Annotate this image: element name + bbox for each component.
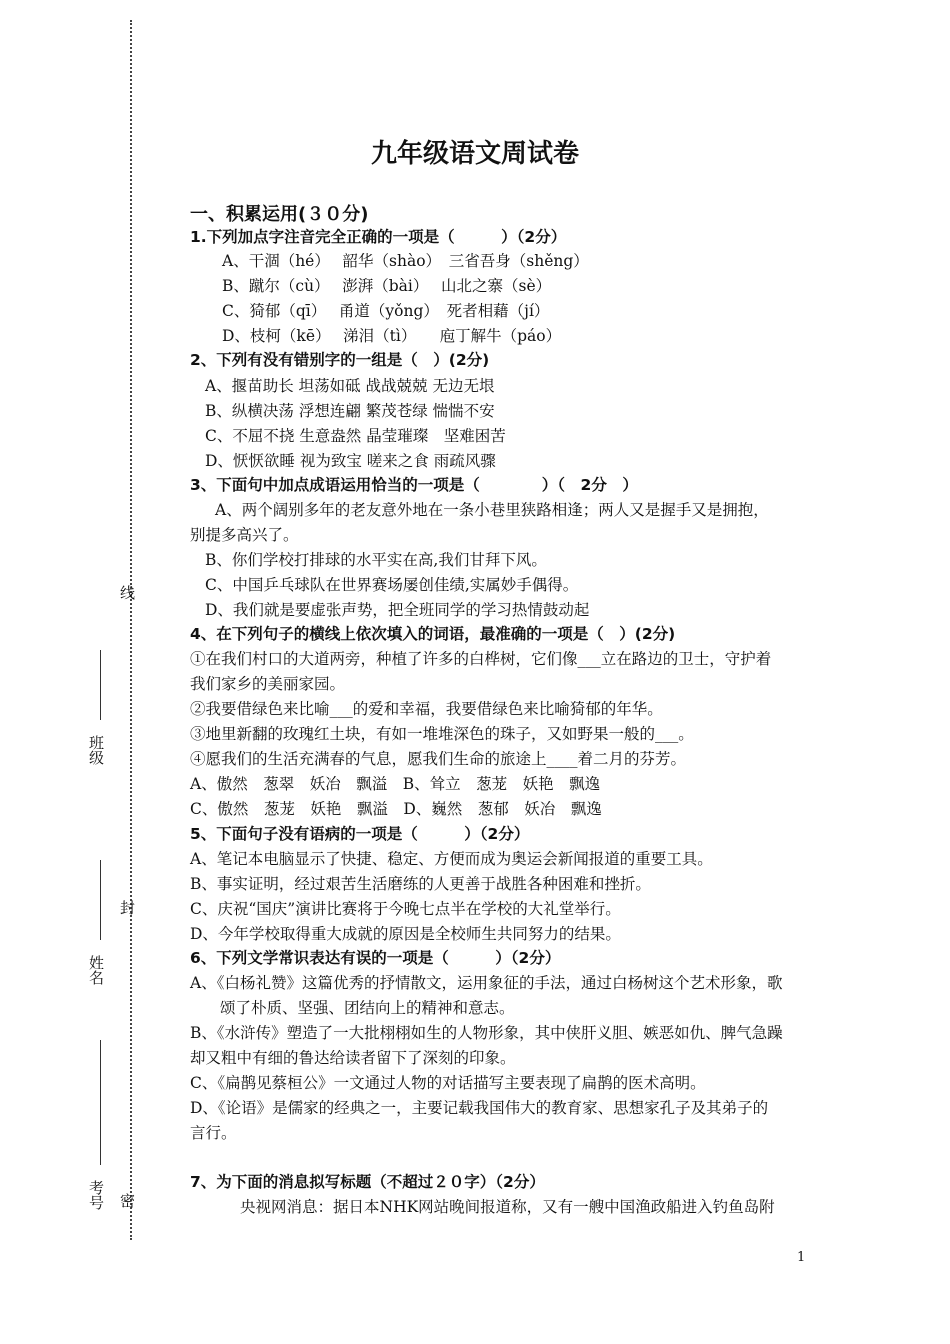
question-6-option-b-line2: 却又粗中有细的鲁达给读者留下了深刻的印象。 bbox=[190, 1049, 516, 1067]
question-6-option-a-line1: A、《白杨礼赞》这篇优秀的抒情散文，运用象征的手法，通过白杨树这个艺术形象，歌 bbox=[190, 974, 783, 992]
question-3-option-c: C、中国乒乓球队在世界赛场屡创佳绩,实属妙手偶得。 bbox=[205, 576, 579, 594]
question-4-sentence-1: ①在我们村口的大道两旁，种植了许多的白桦树，它们像___立在路边的卫士，守护着 bbox=[190, 650, 772, 668]
exam-no-blank[interactable] bbox=[100, 1040, 101, 1165]
question-3-option-b: B、你们学校打排球的水平实在高,我们甘拜下风。 bbox=[205, 551, 547, 569]
question-1-stem: 1.下列加点字注音完全正确的一项是（ ）（2分） bbox=[190, 228, 567, 246]
binding-secret-label: 密 bbox=[118, 1193, 136, 1208]
section-heading: 一、积累运用(３０分) bbox=[190, 204, 369, 225]
question-6-stem: 6、下列文学常识表达有误的一项是（ ）（2分） bbox=[190, 949, 561, 967]
question-4-sentence-3: ③地里新翻的玫瑰红土块，有如一堆堆深色的珠子，又如野果一般的___。 bbox=[190, 725, 694, 743]
binding-seal-label: 封 bbox=[118, 900, 136, 915]
question-4-sentence-4: ④愿我们的生活充满春的气息，愿我们生命的旅途上____着二月的芬芳。 bbox=[190, 750, 687, 768]
question-4-options-ab: A、傲然 葱翠 妖冶 飘溢 B、耸立 葱茏 妖艳 飘逸 bbox=[190, 775, 601, 793]
question-4-sentence-1-cont: 我们家乡的美丽家园。 bbox=[190, 675, 346, 693]
question-7-news-text: 央视网消息：据日本NHK网站晚间报道称，又有一艘中国渔政船进入钓鱼岛附 bbox=[240, 1198, 775, 1216]
question-2-option-d: D、恹恹欲睡 视为致宝 嗟来之食 雨疏风骤 bbox=[205, 452, 496, 470]
question-5-option-d: D、今年学校取得重大成就的原因是全校师生共同努力的结果。 bbox=[190, 925, 621, 943]
question-4-sentence-2: ②我要借绿色来比喻___的爱和幸福，我要借绿色来比喻猗郁的年华。 bbox=[190, 700, 663, 718]
question-5-option-c: C、庆祝“国庆”演讲比赛将于今晚七点半在学校的大礼堂举行。 bbox=[190, 900, 621, 918]
exam-no-label: 考号 bbox=[87, 1180, 105, 1210]
question-2-option-b: B、纵横决荡 浮想连翩 繁茂苍绿 惴惴不安 bbox=[205, 402, 495, 420]
question-4-stem: 4、在下列句子的横线上依次填入的词语，最准确的一项是（ ）(2分) bbox=[190, 625, 676, 643]
question-3-option-a-line1: A、两个阔别多年的老友意外地在一条小巷里狭路相逢；两人又是握手又是拥抱， bbox=[215, 501, 769, 519]
question-7-stem: 7、为下面的消息拟写标题（不超过２０字）（2分） bbox=[190, 1173, 545, 1191]
binding-line-label: 线 bbox=[118, 585, 136, 600]
question-6-option-d-line2: 言行。 bbox=[190, 1124, 237, 1142]
question-6-option-d-line1: D、《论语》是儒家的经典之一，主要记载我国伟大的教育家、思想家孔子及其弟子的 bbox=[190, 1099, 769, 1117]
question-6-option-a-line2: 颂了朴质、坚强、团结向上的精神和意志。 bbox=[220, 999, 515, 1017]
question-5-option-b: B、事实证明，经过艰苦生活磨练的人更善于战胜各种困难和挫折。 bbox=[190, 875, 651, 893]
question-5-option-a: A、笔记本电脑显示了快捷、稳定、方便而成为奥运会新闻报道的重要工具。 bbox=[190, 850, 713, 868]
question-6-option-c: C、《扁鹊见蔡桓公》一文通过人物的对话描写主要表现了扁鹊的医术高明。 bbox=[190, 1074, 706, 1092]
class-blank[interactable] bbox=[100, 650, 101, 720]
question-1-option-b: B、蹴尔（cù） 澎湃（bài） 山北之寨（sè） bbox=[222, 277, 552, 295]
binding-dotted-line bbox=[130, 20, 132, 1240]
question-5-stem: 5、下面句子没有语病的一项是（ ）（2分） bbox=[190, 825, 530, 843]
question-3-option-a-line2: 别提多高兴了。 bbox=[190, 526, 299, 544]
question-2-stem: 2、下列有没有错别字的一组是（ ）(2分) bbox=[190, 351, 490, 369]
question-3-option-d: D、我们就是要虚张声势，把全班同学的学习热情鼓动起 bbox=[205, 601, 590, 619]
question-3-stem: 3、下面句中加点成语运用恰当的一项是（ ）（ 2分 ） bbox=[190, 476, 638, 494]
name-label: 姓名 bbox=[87, 955, 105, 985]
question-6-option-b-line1: B、《水浒传》塑造了一大批栩栩如生的人物形象，其中侠肝义胆、嫉恶如仇、脾气急躁 bbox=[190, 1024, 783, 1042]
page-number: 1 bbox=[797, 1250, 806, 1265]
question-4-options-cd: C、傲然 葱茏 妖艳 飘溢 D、巍然 葱郁 妖冶 飘逸 bbox=[190, 800, 602, 818]
question-1-option-d: D、枝柯（kē） 涕泪（tì） 庖丁解牛（páo） bbox=[222, 327, 562, 345]
class-label: 班级 bbox=[87, 735, 105, 765]
question-2-option-a: A、揠苗助长 坦荡如砥 战战兢兢 无边无垠 bbox=[205, 377, 495, 395]
name-blank[interactable] bbox=[100, 860, 101, 940]
question-1-option-c: C、猗郁（qī） 甬道（yǒng） 死者相藉（jí） bbox=[222, 302, 550, 320]
question-1-option-a: A、干涸（hé） 韶华（shào） 三省吾身（shěng） bbox=[222, 252, 589, 270]
question-2-option-c: C、不屈不挠 生意盎然 晶莹璀璨 坚难困苦 bbox=[205, 427, 506, 445]
page-title: 九年级语文周试卷 bbox=[370, 139, 579, 169]
